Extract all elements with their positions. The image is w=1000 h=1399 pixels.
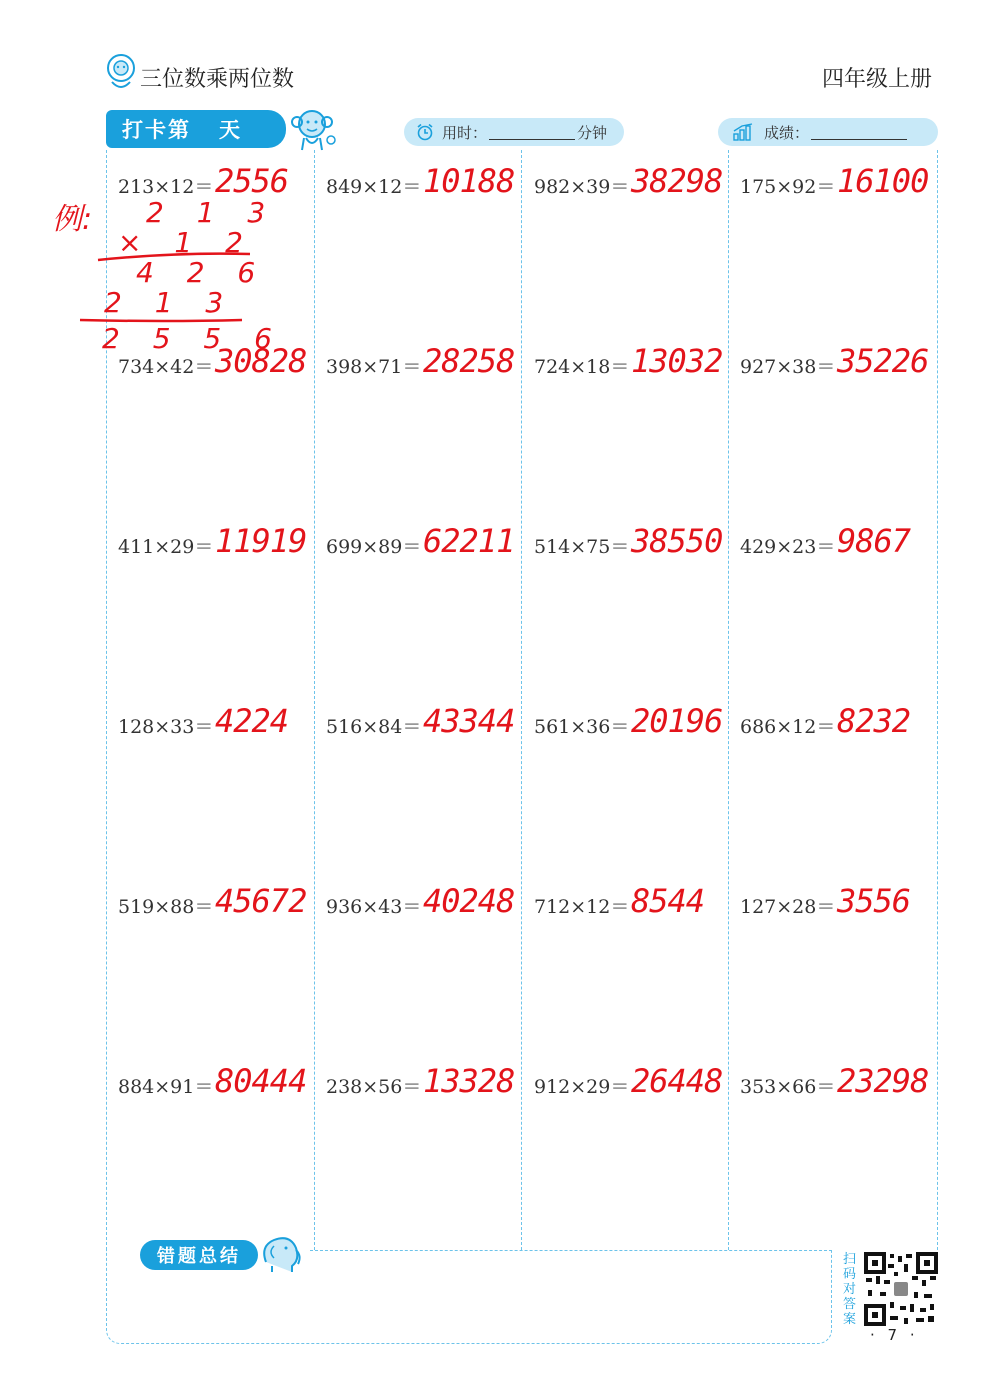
example-multiplicand: 2 1 3 (146, 196, 278, 229)
problem-expression: 128×33＝ (118, 716, 214, 738)
example-partial-product-1: 4 2 6 (136, 256, 268, 289)
checkin-suffix: 天 (219, 118, 242, 142)
problem-expression: 516×84＝ (326, 716, 422, 738)
grade-label: 四年级上册 (821, 67, 932, 92)
handwritten-answer[interactable]: 38550 (631, 522, 723, 560)
example-label: 例: (52, 202, 93, 237)
bar-chart-icon (732, 123, 756, 141)
problem-expression: 724×18＝ (534, 356, 630, 378)
handwritten-answer[interactable]: 45672 (215, 882, 307, 920)
problem-expression: 398×71＝ (326, 356, 422, 378)
problem-expression: 411×29＝ (118, 536, 214, 558)
handwritten-answer[interactable]: 38298 (631, 162, 723, 200)
handwritten-answer[interactable]: 4224 (215, 702, 289, 740)
score-input[interactable] (811, 125, 907, 140)
handwritten-answer[interactable]: 43344 (423, 702, 515, 740)
problem-expression: 686×12＝ (740, 716, 836, 738)
handwritten-answer[interactable]: 11919 (215, 522, 307, 560)
handwritten-answer[interactable]: 9867 (837, 522, 911, 560)
alarm-clock-icon (416, 123, 434, 141)
problem-expression: 238×56＝ (326, 1076, 422, 1098)
problem-expression: 884×91＝ (118, 1076, 214, 1098)
handwritten-answer[interactable]: 8544 (631, 882, 705, 920)
column-divider (728, 150, 729, 1250)
column-divider (314, 150, 315, 1250)
problem-expression: 912×29＝ (534, 1076, 630, 1098)
example-multiplier: × 1 2 (118, 226, 255, 259)
problem-expression: 175×92＝ (740, 176, 836, 198)
handwritten-answer[interactable]: 13328 (423, 1062, 515, 1100)
handwritten-answer[interactable]: 3556 (837, 882, 911, 920)
time-input[interactable] (489, 125, 575, 140)
time-field (404, 118, 624, 146)
checkin-badge (106, 110, 286, 148)
handwritten-answer[interactable]: 16100 (837, 162, 929, 200)
problem-expression: 927×38＝ (740, 356, 836, 378)
handwritten-answer[interactable]: 20196 (631, 702, 723, 740)
score-field (718, 118, 938, 146)
problem-expression: 982×39＝ (534, 176, 630, 198)
problem-expression: 514×75＝ (534, 536, 630, 558)
lion-mascot-icon (104, 52, 138, 92)
example-partial-product-2: 2 1 3 (104, 286, 236, 319)
monkey-mascot-icon (286, 104, 338, 154)
example-result: 2 5 5 6 (102, 322, 284, 355)
problem-expression: 712×12＝ (534, 896, 630, 918)
problem-expression: 561×36＝ (534, 716, 630, 738)
mistake-summary-badge: 错题总结 (140, 1240, 258, 1270)
problem-expression: 429×23＝ (740, 536, 836, 558)
problem-expression: 936×43＝ (326, 896, 422, 918)
handwritten-answer[interactable]: 40248 (423, 882, 515, 920)
problem-expression: 213×12＝ (118, 176, 214, 198)
elephant-mascot-icon (256, 1232, 304, 1274)
handwritten-answer[interactable]: 26448 (631, 1062, 723, 1100)
handwritten-answer[interactable]: 80444 (215, 1062, 307, 1100)
scan-answer-label: 扫码对答案 (843, 1252, 857, 1327)
handwritten-answer[interactable]: 10188 (423, 162, 515, 200)
column-divider (521, 150, 522, 1250)
handwritten-answer[interactable]: 13032 (631, 342, 723, 380)
problem-expression: 849×12＝ (326, 176, 422, 198)
time-unit: 分钟 (577, 123, 608, 142)
topic-title: 三位数乘两位数 (140, 67, 295, 92)
problem-expression: 519×88＝ (118, 896, 214, 918)
handwritten-answer[interactable]: 30828 (215, 342, 307, 380)
problem-expression: 353×66＝ (740, 1076, 836, 1098)
handwritten-answer[interactable]: 28258 (423, 342, 515, 380)
handwritten-answer[interactable]: 35226 (837, 342, 929, 380)
page-number: · 7 · (870, 1326, 919, 1344)
problem-expression: 127×28＝ (740, 896, 836, 918)
handwritten-answer[interactable]: 23298 (837, 1062, 929, 1100)
handwritten-answer[interactable]: 2556 (215, 162, 289, 200)
qr-code-icon[interactable] (864, 1252, 938, 1326)
time-label: 用时： (442, 123, 488, 142)
handwritten-answer[interactable]: 8232 (837, 702, 911, 740)
checkin-prefix: 打卡第 (122, 118, 191, 142)
handwritten-answer[interactable]: 62211 (423, 522, 515, 560)
score-label: 成绩： (764, 123, 810, 142)
problem-expression: 699×89＝ (326, 536, 422, 558)
problem-expression: 734×42＝ (118, 356, 214, 378)
